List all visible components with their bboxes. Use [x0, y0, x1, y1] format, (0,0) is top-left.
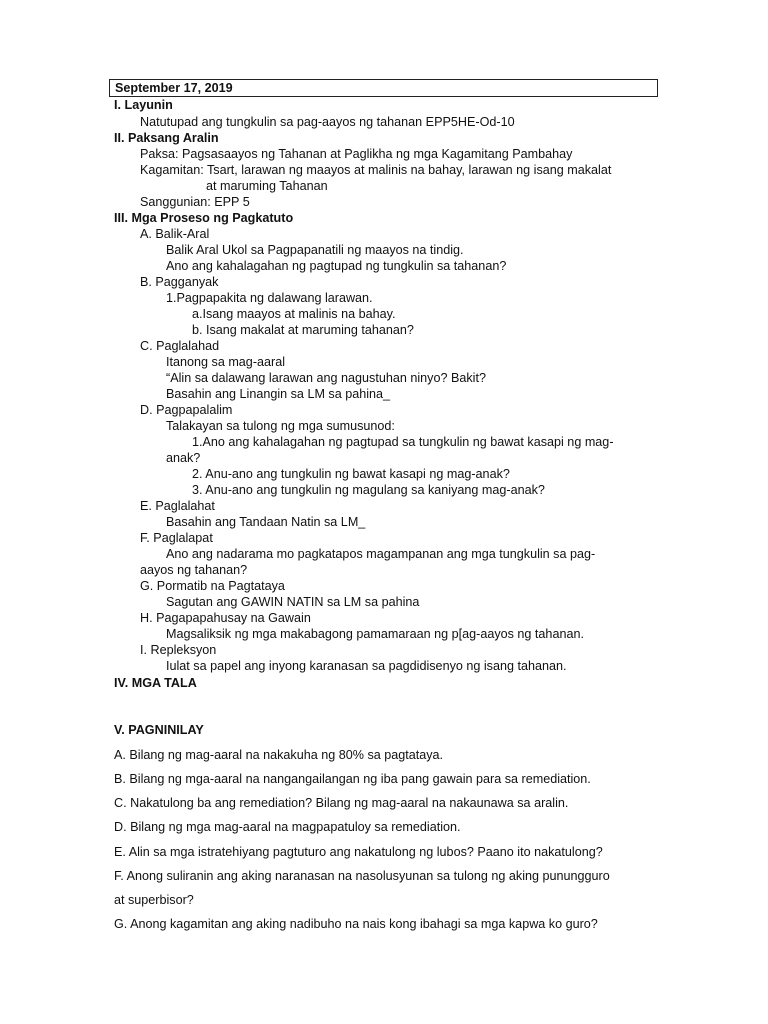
kagamitan-line-cont: at maruming Tahanan [206, 179, 328, 193]
reflection-item: G. Anong kagamitan ang aking nadibuho na nais kong ibahagi sa mga kapwa ko guro? [114, 917, 598, 931]
list-item: Magsaliksik ng mga makabagong pamamaraan ng p[ag-aayos ng tahanan. [166, 627, 584, 641]
section-heading-pagninilay: V. PAGNINILAY [114, 723, 204, 737]
list-item: 2. Anu-ano ang tungkulin ng bawat kasapi ng mag-anak? [192, 467, 510, 481]
date-header: September 17, 2019 [109, 79, 658, 97]
subheading-pagapapahusay: H. Pagapapahusay na Gawain [140, 611, 311, 625]
list-item: “Alin sa dalawang larawan ang nagustuhan ninyo? Bakit? [166, 371, 486, 385]
subheading-pormatib: G. Pormatib na Pagtataya [140, 579, 285, 593]
list-item: Iulat sa papel ang inyong karanasan sa pagdidisenyo ng isang tahanan. [166, 659, 567, 673]
section-heading-proseso: III. Mga Proseso ng Pagkatuto [114, 211, 294, 225]
subheading-pagpapalalim: D. Pagpapalalim [140, 403, 233, 417]
subheading-paglalapat: F. Paglalapat [140, 531, 213, 545]
reflection-item: F. Anong suliranin ang aking naranasan na nasolusyunan sa tulong ng aking punungguro [114, 869, 610, 883]
list-item: 3. Anu-ano ang tungkulin ng magulang sa kaniyang mag-anak? [192, 483, 545, 497]
list-item: Basahin ang Tandaan Natin sa LM_ [166, 515, 366, 529]
list-item: Basahin ang Linangin sa LM sa pahina_ [166, 387, 391, 401]
subheading-paglalahat: E. Paglalahat [140, 499, 215, 513]
section-heading-mga-tala: IV. MGA TALA [114, 676, 197, 690]
reflection-item: at superbisor? [114, 893, 194, 907]
list-item: Sagutan ang GAWIN NATIN sa LM sa pahina [166, 595, 420, 609]
reflection-item: E. Alin sa mga istratehiyang pagtuturo ang nakatulong ng lubos? Paano ito nakatulong? [114, 845, 603, 859]
list-item: b. Isang makalat at maruming tahanan? [192, 323, 414, 337]
reflection-item: A. Bilang ng mag-aaral na nakakuha ng 80% sa pagtataya. [114, 748, 444, 762]
subheading-pagganyak: B. Pagganyak [140, 275, 219, 289]
reflection-item: D. Bilang ng mga mag-aaral na magpapatuloy sa remediation. [114, 820, 461, 834]
list-item: anak? [166, 451, 201, 465]
kagamitan-line: Kagamitan: Tsart, larawan ng maayos at malinis na bahay, larawan ng isang makalat [140, 163, 612, 177]
objective-text: Natutupad ang tungkulin sa pag-aayos ng tahanan EPP5HE-Od-10 [140, 115, 515, 129]
list-item: a.Isang maayos at malinis na bahay. [192, 307, 396, 321]
sanggunian-line: Sanggunian: EPP 5 [140, 195, 250, 209]
subheading-paglalahad: C. Paglalahad [140, 339, 220, 353]
list-item: Ano ang kahalagahan ng pagtupad ng tungkulin sa tahanan? [166, 259, 507, 273]
reflection-item: B. Bilang ng mga-aaral na nangangailangan ng iba pang gawain para sa remediation. [114, 772, 591, 786]
list-item: Itanong sa mag-aaral [166, 355, 286, 369]
subheading-repleksyon: I. Repleksyon [140, 643, 217, 657]
list-item: Talakayan sa tulong ng mga sumusunod: [166, 419, 395, 433]
paksa-line: Paksa: Pagsasaayos ng Tahanan at Paglikha ng mga Kagamitang Pambahay [140, 147, 573, 161]
list-item: Balik Aral Ukol sa Pagpapanatili ng maayos na tindig. [166, 243, 464, 257]
list-item: 1.Pagpapakita ng dalawang larawan. [166, 291, 373, 305]
list-item: aayos ng tahanan? [140, 563, 248, 577]
reflection-item: C. Nakatulong ba ang remediation? Bilang ng mag-aaral na nakaunawa sa aralin. [114, 796, 569, 810]
list-item: 1.Ano ang kahalagahan ng pagtupad sa tungkulin ng bawat kasapi ng mag- [192, 435, 614, 449]
subheading-balik-aral: A. Balik-Aral [140, 227, 210, 241]
section-heading-paksang-aralin: II. Paksang Aralin [114, 131, 219, 145]
section-heading-layunin: I. Layunin [114, 98, 173, 112]
list-item: Ano ang nadarama mo pagkatapos magampanan ang mga tungkulin sa pag- [166, 547, 596, 561]
